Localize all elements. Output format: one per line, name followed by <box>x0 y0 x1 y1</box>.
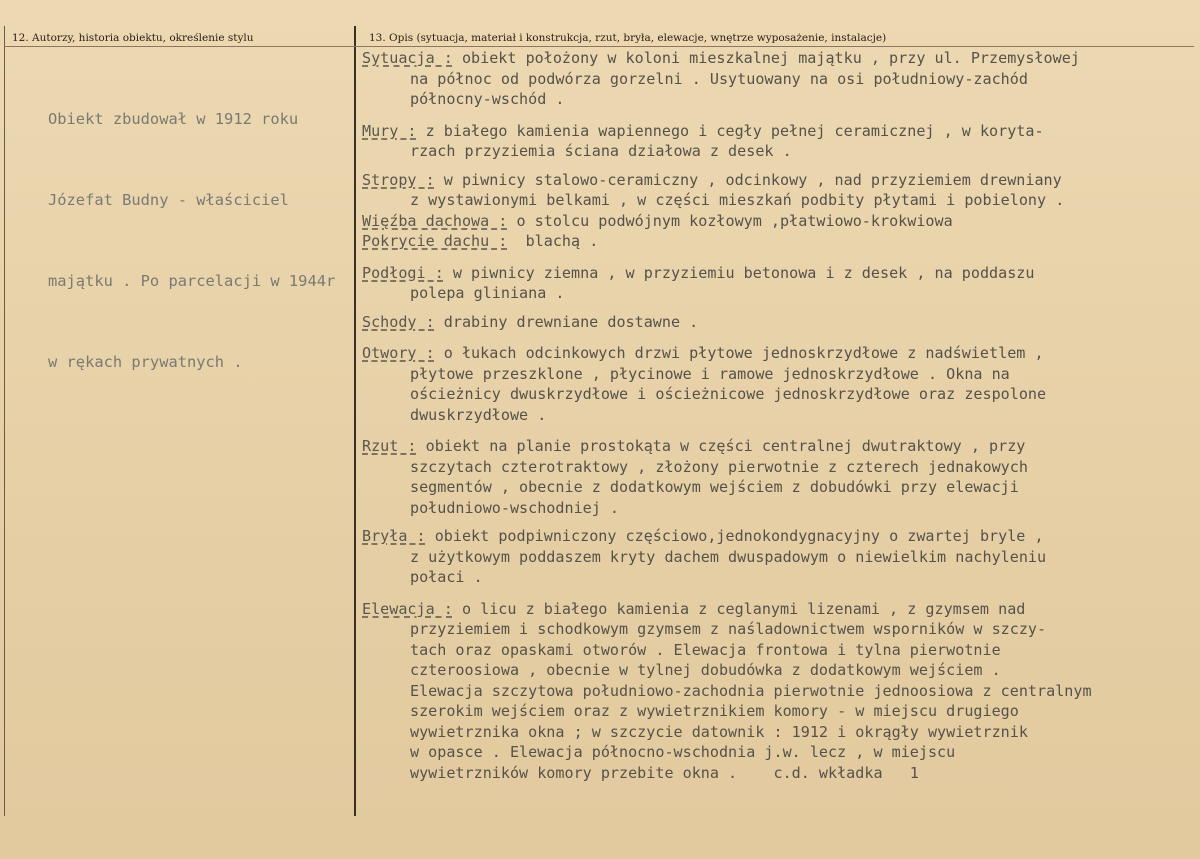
entry-label: Podłogi : <box>362 263 444 282</box>
entry-text: o stolcu podwójnym kozłowym ,płatwiowo-krokwiowa <box>507 211 953 230</box>
entry-label: Sytuacja : <box>362 49 453 67</box>
entry-text: z białego kamienia wapiennego i cegły pełnej ceramicznej , w koryta- <box>416 121 1044 140</box>
history-line: Obiekt zbudował w 1912 roku <box>48 110 299 128</box>
entry-line: z wystawionymi belkami , w części mieszkań podbity płytami i pobielony . <box>410 191 1065 209</box>
history-line: w rękach prywatnych . <box>48 353 243 371</box>
entry-line: w opasce . Elewacja północno-wschodnia j.w. lecz , w miejscu <box>410 743 956 761</box>
entry-stropy <box>362 170 1192 211</box>
entry-line: przyziemiem i schodkowym gzymsem z naśladownictwem wsporników w szczy- <box>410 620 1047 638</box>
entry-line: segmentów , obecnie z dodatkowym wejściem z dobudówki przy elewacji <box>410 478 1019 496</box>
entry-line: szerokim wejściem oraz z wywietrznikiem komory - w miejscu drugiego <box>410 702 1019 720</box>
entry-label: Mury : <box>362 121 417 140</box>
entry-label: Pokrycie dachu : <box>362 232 508 250</box>
entry-line: północny-wschód . <box>410 90 565 108</box>
entry-line: południowo-wschodniej . <box>410 498 620 517</box>
entry-pokrycie-dachu <box>362 231 1192 252</box>
entry-line: wywietrznika okna ; w szczycie datownik : 1912 i okrągły wywietrznik <box>410 722 1028 741</box>
entry-elewacja <box>362 599 1192 784</box>
entry-line: szczytach czterotraktowy , złożony pierwotnie z czterech jednakowych <box>410 457 1028 476</box>
entry-text: w piwnicy stalowo-ceramiczny , odcinkowy , nad przyziemiem drewniany <box>434 170 1062 189</box>
history-section-header: 12. Autorzy, historia obiektu, określenie stylu <box>12 32 254 44</box>
entry-text: obiekt na planie prostokąta w części centralnej dwutraktowy , przy <box>416 437 1026 455</box>
description-text <box>362 48 1192 783</box>
entry-label: Więźba dachowa : <box>362 211 508 230</box>
entry-line: dwuskrzydłowe . <box>410 405 547 424</box>
entry-podlogi <box>362 263 1192 304</box>
entry-label: Bryła : <box>362 527 426 545</box>
header-rule <box>4 46 1194 47</box>
column-divider-line <box>354 26 356 816</box>
entry-line: tach oraz opaskami otworów . Elewacja frontowa i tylna pierwotnie <box>410 640 1001 659</box>
entry-line: rzach przyziemia ściana działowa z desek . <box>410 142 792 160</box>
description-section-header: 13. Opis (sytuacja, materiał i konstrukcja, rzut, bryła, elewacje, wnętrze wyposażenie, instalacje) <box>369 32 887 44</box>
entry-line: czteroosiowa , obecnie w tylnej dobudówka z dodatkowym wejściem . <box>410 661 1001 679</box>
entry-text: obiekt podpiwniczony częściowo,jednokondygnacyjny o zwartej bryle , <box>425 527 1044 545</box>
entry-line: połaci . <box>410 568 483 586</box>
entry-line: Elewacja szczytowa południowo-zachodnia pierwotnie jednoosiowa z centralnym <box>410 681 1092 700</box>
entry-label: Otwory : <box>362 344 435 362</box>
left-border-line <box>4 26 5 816</box>
entry-line: z użytkowym poddaszem kryty dachem dwuspadowym o niewielkim nachyleniu <box>410 547 1047 566</box>
entry-text: o łukach odcinkowych drzwi płytowe jednoskrzydłowe z nadświetlem , <box>434 344 1044 362</box>
entry-line: na północ od podwórza gorzelni . Usytuowany na osi południowy-zachód <box>410 69 1028 88</box>
entry-bryla <box>362 526 1192 588</box>
entry-label: Schody : <box>362 312 435 331</box>
entry-wiezba-dachowa <box>362 211 1192 232</box>
entry-sytuacja <box>362 48 1192 110</box>
entry-line: płytowe przeszklone , płycinowe i ramowe jednoskrzydłowe . Okna na <box>410 364 1010 383</box>
entry-schody <box>362 312 1192 333</box>
entry-label: Rzut : <box>362 437 417 455</box>
entry-line: ościeżnicy dwuskrzydłowe i ościeżnicowe jednoskrzydłowe oraz zespolone <box>410 385 1047 403</box>
entry-text: drabiny drewniane dostawne . <box>434 312 699 331</box>
entry-otwory <box>362 343 1192 425</box>
entry-rzut <box>362 436 1192 518</box>
history-line: Józefat Budny - właściciel <box>48 191 289 209</box>
entry-label: Elewacja : <box>362 599 453 618</box>
history-line: majątku . Po parcelacji w 1944r <box>48 272 336 290</box>
entry-text: o licu z białego kamienia z ceglanymi lizenami , z gzymsem nad <box>452 599 1026 618</box>
entry-line: wywietrzników komory przebite okna . c.d. wkładka 1 <box>410 763 919 782</box>
entry-label: Stropy : <box>362 170 435 189</box>
entry-text: blachą . <box>507 232 599 250</box>
entry-mury <box>362 121 1192 162</box>
history-text <box>48 52 335 430</box>
entry-text: w piwnicy ziemna , w przyziemiu betonowa i z desek , na poddaszu <box>443 263 1035 282</box>
entry-text: obiekt położony w koloni mieszkalnej majątku , przy ul. Przemysłowej <box>452 49 1080 67</box>
entry-line: polepa gliniana . <box>410 284 565 302</box>
